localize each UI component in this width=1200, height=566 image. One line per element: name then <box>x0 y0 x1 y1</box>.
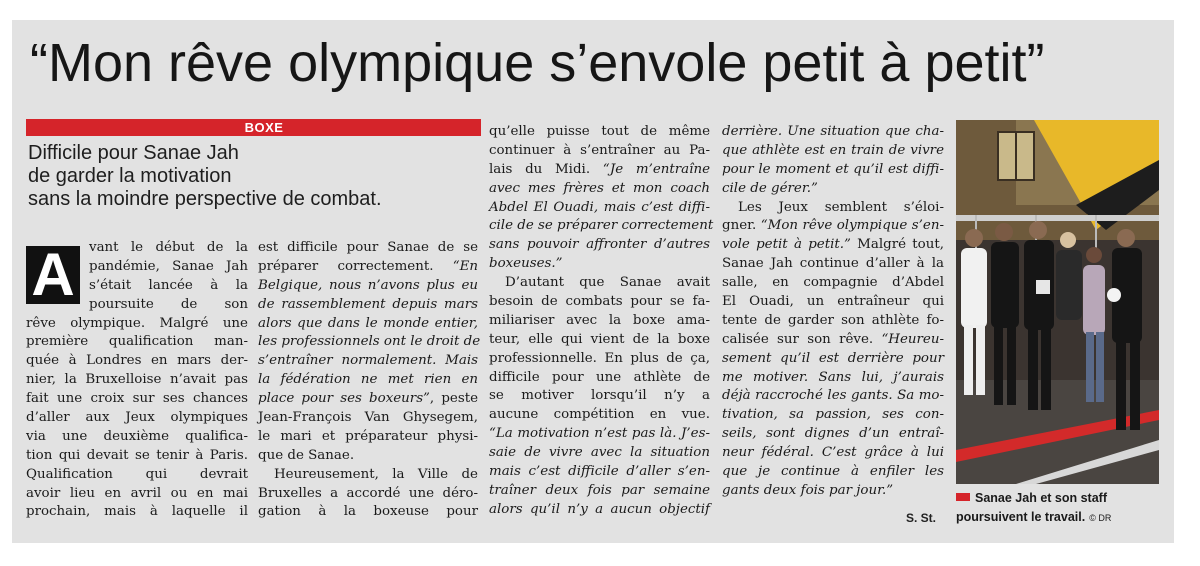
quote-text: “Heureu- <box>881 331 944 347</box>
subtitle-line: de garder la motivation <box>28 165 232 187</box>
body-line: que de Sanae. <box>258 447 355 463</box>
article-column-1 <box>26 239 248 522</box>
body-line <box>722 331 944 350</box>
body-line: prochain, mais à laquelle il <box>26 504 248 520</box>
body-line: rêve olympique. Malgré une <box>26 315 248 331</box>
body-line: première qualification man- <box>26 334 248 350</box>
quote-text: “En <box>452 258 478 274</box>
quote-line: neur fédéral. C’est grâce à lui <box>722 445 944 461</box>
quote-line: seils, sont dignes d’un entraî- <box>722 426 944 442</box>
author-byline: S. St. <box>906 511 937 525</box>
quote-line: que athlète est en train de vivre <box>722 142 944 158</box>
quote-line: gants deux fois par jour.” <box>722 482 894 498</box>
body-line: difficile pour une athlète de <box>489 369 710 385</box>
subtitle-line: sans la moindre perspective de combat. <box>28 188 382 210</box>
quote-line: alors que dans le monde entier, <box>258 315 478 331</box>
quote-line: mais c’est difficile d’aller s’en- <box>489 464 710 480</box>
body-line: tion qui devait se tenir à Paris. <box>26 447 248 463</box>
body-line: Sanae Jah continue d’aller à la <box>722 256 944 272</box>
quote-line: cile de se préparer correctement <box>489 218 714 234</box>
quote-line: sement qu’il est derrière pour <box>722 350 944 366</box>
body-line: nier, la Bruxelloise n’avait pas <box>26 372 248 388</box>
body-line: Qualification qui devrait <box>26 466 248 482</box>
body-line: quée à Londres en mars der- <box>26 353 248 369</box>
body-line: miliariser avec la boxe ama- <box>489 312 710 328</box>
body-text: lais du Midi. <box>489 161 603 177</box>
body-line: Les Jeux semblent s’éloi- <box>738 199 944 215</box>
body-text: gner. <box>722 218 761 234</box>
quote-line: Abdel El Ouadi, mais c’est diffi- <box>489 199 710 215</box>
body-text: , peste <box>429 391 479 407</box>
caption-text: poursuivent le travail. <box>956 510 1086 524</box>
quote-line: boxeuses.” <box>489 256 563 272</box>
body-line: se motiver lorsqu’il n’y a <box>489 388 710 404</box>
article-column-2 <box>258 239 481 522</box>
caption-marker <box>956 493 970 501</box>
body-line: besoin de combats pour se fa- <box>489 294 710 310</box>
quote-line: me motiver. Sans lui, j’aurais <box>722 369 944 385</box>
photo-caption <box>956 489 1166 528</box>
quote-line: tivation, sa passion, ses con- <box>722 407 944 423</box>
caption-text: Sanae Jah et son staff <box>975 491 1107 505</box>
body-line: El Ouadi, un entraîneur qui <box>722 294 944 310</box>
body-line <box>489 161 710 180</box>
body-line: via une deuxième qualifica- <box>26 428 248 444</box>
body-line: est difficile pour Sanae de se <box>258 240 478 255</box>
body-line: tente de garder son athlète fo- <box>722 312 944 328</box>
quote-line: de rassemblement depuis mars <box>258 296 478 312</box>
body-line: continuer à s’entraîner au Pa- <box>489 142 710 158</box>
body-text: préparer correctement. <box>258 258 453 274</box>
body-line <box>258 258 478 277</box>
quote-line: que je continue à enfiler les <box>722 464 944 480</box>
body-line <box>722 236 944 255</box>
body-line: salle, en compagnie d’Abdel <box>722 275 944 291</box>
body-line: teur, elle qui vient de la boxe <box>489 331 710 347</box>
body-line: fait une croix sur ses chances <box>26 391 248 407</box>
body-line <box>258 390 478 409</box>
photo-credit: © DR <box>1089 513 1112 523</box>
quote-line: alors qu’il n’y a aucun objectif <box>489 501 710 517</box>
quote-text: vole petit à petit.” <box>722 237 851 253</box>
quote-line: s’entraîner normalement. Mais <box>258 353 478 369</box>
body-line: Bruxelles a accordé une déro- <box>258 485 478 501</box>
body-line: Jean-François Van Ghysegem, <box>258 410 478 426</box>
body-line: poursuite de son <box>89 296 248 312</box>
headline: “Mon rêve olympique s’envole petit à petit” <box>30 33 1045 93</box>
body-line: qu’elle puisse tout de même <box>489 124 710 139</box>
article-column-3 <box>489 123 714 520</box>
subtitle <box>28 142 448 211</box>
quote-line: les professionnels ont le droit de <box>258 334 481 350</box>
photo-illustration <box>956 120 1159 484</box>
body-line: aucune compétition en vue. <box>489 407 710 423</box>
article-column-4 <box>722 123 944 501</box>
quote-text: “Je m’entraîne <box>602 161 710 177</box>
quote-line: avec mes frères et mon coach <box>489 180 710 196</box>
body-line: pandémie, Sanae Jah <box>89 258 248 274</box>
body-line: gation à la boxeuse pour <box>258 504 478 520</box>
body-line: s’était lancée à la <box>89 277 248 293</box>
subtitle-line: Difficile pour Sanae Jah <box>28 142 239 164</box>
body-line: le mari et préparateur physi- <box>258 428 478 444</box>
body-text: Malgré tout, <box>850 237 945 253</box>
body-line: d’aller aux Jeux olympiques <box>26 410 248 426</box>
caption-line <box>956 489 1166 508</box>
body-text: calisée sur son rêve. <box>722 331 882 347</box>
body-line: professionnelle. En plus de ça, <box>489 350 710 366</box>
body-line: Heureusement, la Ville de <box>274 466 478 482</box>
quote-line: cile de gérer.” <box>722 180 818 196</box>
body-line <box>722 217 944 236</box>
section-kicker-label: BOXE <box>244 120 284 135</box>
quote-line: pour le moment et qu’il est diffi- <box>722 161 944 177</box>
quote-line: sans pouvoir affronter d’autres <box>489 237 710 253</box>
team-photo <box>956 120 1159 484</box>
quote-line: derrière. Une situation que cha- <box>722 124 944 139</box>
quote-text: “Mon rêve olympique s’en- <box>760 218 944 234</box>
quote-line: “La motivation n’est pas là. J’es- <box>489 426 710 442</box>
quote-line: déjà raccroché les gants. Sa mo- <box>722 388 944 404</box>
body-line: D’autant que Sanae avait <box>505 275 710 291</box>
body-line: vant le début de la <box>89 240 248 255</box>
quote-line: traîner deux fois par semaine <box>489 482 710 498</box>
quote-line: la fédération ne met rien en <box>258 372 478 388</box>
drop-cap: A <box>26 246 80 304</box>
article-page <box>12 20 1174 543</box>
body-line: avoir lieu en avril ou en mai <box>26 485 248 501</box>
quote-line: saie de vivre avec la situation <box>489 445 710 461</box>
caption-line <box>956 508 1166 528</box>
quote-text: place pour ses boxeurs” <box>258 391 430 407</box>
quote-line: Belgique, nous n’avons plus eu <box>258 277 478 293</box>
